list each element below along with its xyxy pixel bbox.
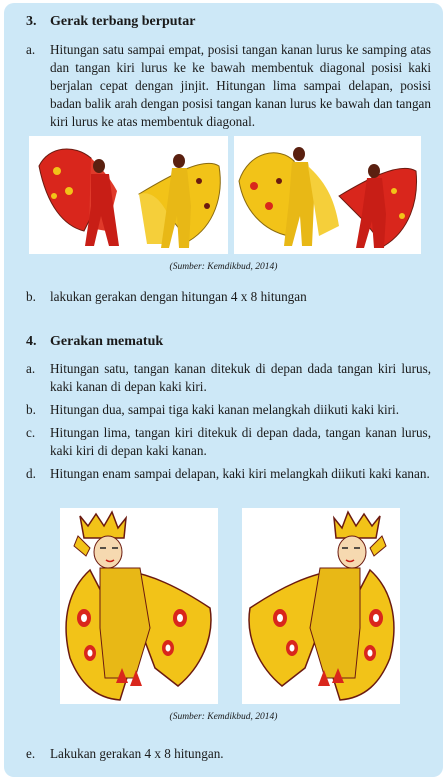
section-3-heading <box>26 14 195 30</box>
section-4-title: Gerakan mematuk <box>50 334 164 349</box>
item-marker: d. <box>26 466 36 481</box>
section-4-item-b <box>26 401 431 419</box>
item-text: Hitungan satu, tangan kanan ditekuk di depan dada tangan kiri lurus, kaki kanan di depan kaki kiri. <box>50 361 431 394</box>
item-marker: a. <box>26 42 36 57</box>
section-3-number: 3. <box>26 14 37 29</box>
item-text: Hitungan enam sampai delapan, kaki kiri melangkah diikuti kaki kanan. <box>50 466 430 481</box>
dance-illustration-3 <box>60 508 218 704</box>
section-4-item-a <box>26 360 431 396</box>
section-3-title: Gerak terbang berputar <box>50 14 196 29</box>
item-marker: e. <box>26 746 36 761</box>
section-4-heading <box>26 334 163 350</box>
dance-illustration-4 <box>242 508 400 704</box>
item-text: Hitungan lima, tangan kiri ditekuk di depan dada, tangan kanan lurus, kaki kiri di depan kaki kanan. <box>50 425 431 458</box>
item-text: Hitungan satu sampai empat, posisi tangan kanan lurus ke samping atas dan tangan kiri lurus ke ke bawah membentuk diagonal posisi kaki berjalan cepat dengan jinjit. Hitungan lima sampai delapan, posisi badan balik arah dengan posisi tangan kanan lurus ke bawah dan tangan kiri lurus ke atas membentuk diagonal. <box>50 42 431 129</box>
section-4-item-c <box>26 424 431 460</box>
section-3-item-a <box>26 41 431 131</box>
dance-illustration-2 <box>234 136 421 254</box>
item-text: Lakukan gerakan 4 x 8 hitungan. <box>50 746 224 761</box>
section-4-item-d <box>26 465 431 483</box>
item-marker: c. <box>26 425 36 440</box>
image-caption-2: (Sumber: Kemdikbud, 2014) <box>169 712 278 722</box>
section-4-item-e <box>26 745 431 763</box>
item-marker: b. <box>26 402 36 417</box>
item-marker: b. <box>26 289 36 304</box>
section-4-number: 4. <box>26 334 37 349</box>
section-3-item-b <box>26 288 431 306</box>
dance-illustration-1 <box>29 136 228 254</box>
item-text: Hitungan dua, sampai tiga kaki kanan melangkah diikuti kaki kiri. <box>50 402 400 417</box>
item-text: lakukan gerakan dengan hitungan 4 x 8 hitungan <box>50 289 307 304</box>
item-marker: a. <box>26 361 36 376</box>
image-caption-1: (Sumber: Kemdikbud, 2014) <box>169 262 278 272</box>
